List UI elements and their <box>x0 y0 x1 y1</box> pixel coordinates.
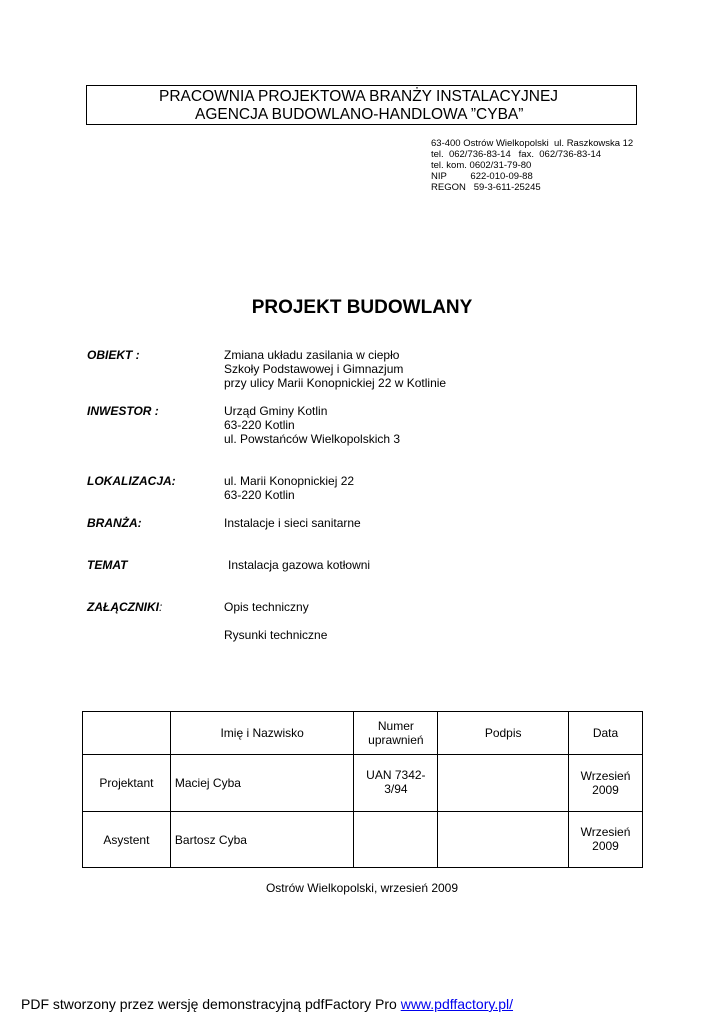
zalaczniki-label-colon: : <box>159 600 163 614</box>
value-lokalizacja <box>224 474 354 502</box>
lokalizacja-line: 63-220 Kotlin <box>224 488 295 502</box>
label-lokalizacja: LOKALIZACJA: <box>87 474 176 488</box>
temat-line: Instalacja gazowa kotłowni <box>228 558 371 572</box>
inwestor-line: Urząd Gminy Kotlin <box>224 404 328 418</box>
table-header-cell: Imię i Nazwisko <box>170 712 353 755</box>
document-title: PROJEKT BUDOWLANY <box>251 297 473 318</box>
table-header-cell: Podpis <box>438 712 569 755</box>
pdf-watermark-footer <box>21 996 513 1012</box>
table-cell: Asystent <box>83 812 171 868</box>
table-row <box>83 812 643 868</box>
value-inwestor <box>224 404 400 446</box>
table-cell: Maciej Cyba <box>170 755 353 812</box>
lokalizacja-line: ul. Marii Konopnickiej 22 <box>224 474 355 488</box>
label-inwestor: INWESTOR : <box>87 404 159 418</box>
zalaczniki-line: Opis techniczny <box>224 600 309 614</box>
signature-table <box>82 711 643 868</box>
branza-line: Instalacje i sieci sanitarne <box>224 516 361 530</box>
contact-mobile: tel. kom. 0602/31-79-80 <box>431 160 532 171</box>
table-cell <box>354 812 438 868</box>
contact-phone-fax: tel. 062/736-83-14 fax. 062/736-83-14 <box>431 149 602 160</box>
zalaczniki-line: Rysunki techniczne <box>224 628 328 642</box>
table-row <box>83 755 643 812</box>
signature-cell <box>438 755 569 812</box>
value-zalaczniki <box>224 600 327 656</box>
contact-nip: NIP 622-010-09-88 <box>431 171 533 182</box>
company-name-line-2: AGENCJA BUDOWLANO-HANDLOWA ”CYBA” <box>195 106 524 123</box>
obiekt-line: Zmiana układu zasilania w ciepło <box>224 348 400 362</box>
label-temat: TEMAT <box>87 558 128 572</box>
table-header-cell <box>83 712 171 755</box>
obiekt-line: przy ulicy Marii Konopnickiej 22 w Kotlinie <box>224 376 447 390</box>
signature-cell <box>438 812 569 868</box>
table-cell: Wrzesień 2009 <box>569 812 643 868</box>
company-contact-block <box>431 138 633 193</box>
contact-regon: REGON 59-3-611-25245 <box>431 182 541 193</box>
table-header-row <box>83 712 643 755</box>
table-cell: Projektant <box>83 755 171 812</box>
table-cell: UAN 7342-3/94 <box>354 755 438 812</box>
inwestor-line: ul. Powstańców Wielkopolskich 3 <box>224 432 401 446</box>
table-cell: Bartosz Cyba <box>170 812 353 868</box>
label-zalaczniki <box>87 600 162 614</box>
company-name-line-1: PRACOWNIA PROJEKTOWA BRANŻY INSTALACYJNEJ <box>159 88 559 105</box>
footer-link[interactable]: www.pdffactory.pl/ <box>400 996 514 1012</box>
value-obiekt <box>224 348 446 390</box>
footer-text: PDF stworzony przez wersję demonstracyjną pdfFactory Pro <box>21 996 401 1012</box>
place-and-date: Ostrów Wielkopolski, wrzesień 2009 <box>265 881 459 895</box>
table-cell: Wrzesień 2009 <box>569 755 643 812</box>
inwestor-line: 63-220 Kotlin <box>224 418 295 432</box>
value-branza <box>224 516 361 530</box>
obiekt-line: Szkoły Podstawowej i Gimnazjum <box>224 362 404 376</box>
table-header-cell: Data <box>569 712 643 755</box>
contact-address: 63-400 Ostrów Wielkopolski ul. Raszkowska 12 <box>431 138 634 149</box>
value-temat <box>228 558 370 572</box>
zalaczniki-label-text: ZAŁĄCZNIKI <box>87 600 159 614</box>
table-header-cell: Numer uprawnień <box>354 712 438 755</box>
company-header-box <box>86 85 637 125</box>
label-obiekt: OBIEKT : <box>87 348 140 362</box>
label-branza: BRANŻA: <box>87 516 142 530</box>
